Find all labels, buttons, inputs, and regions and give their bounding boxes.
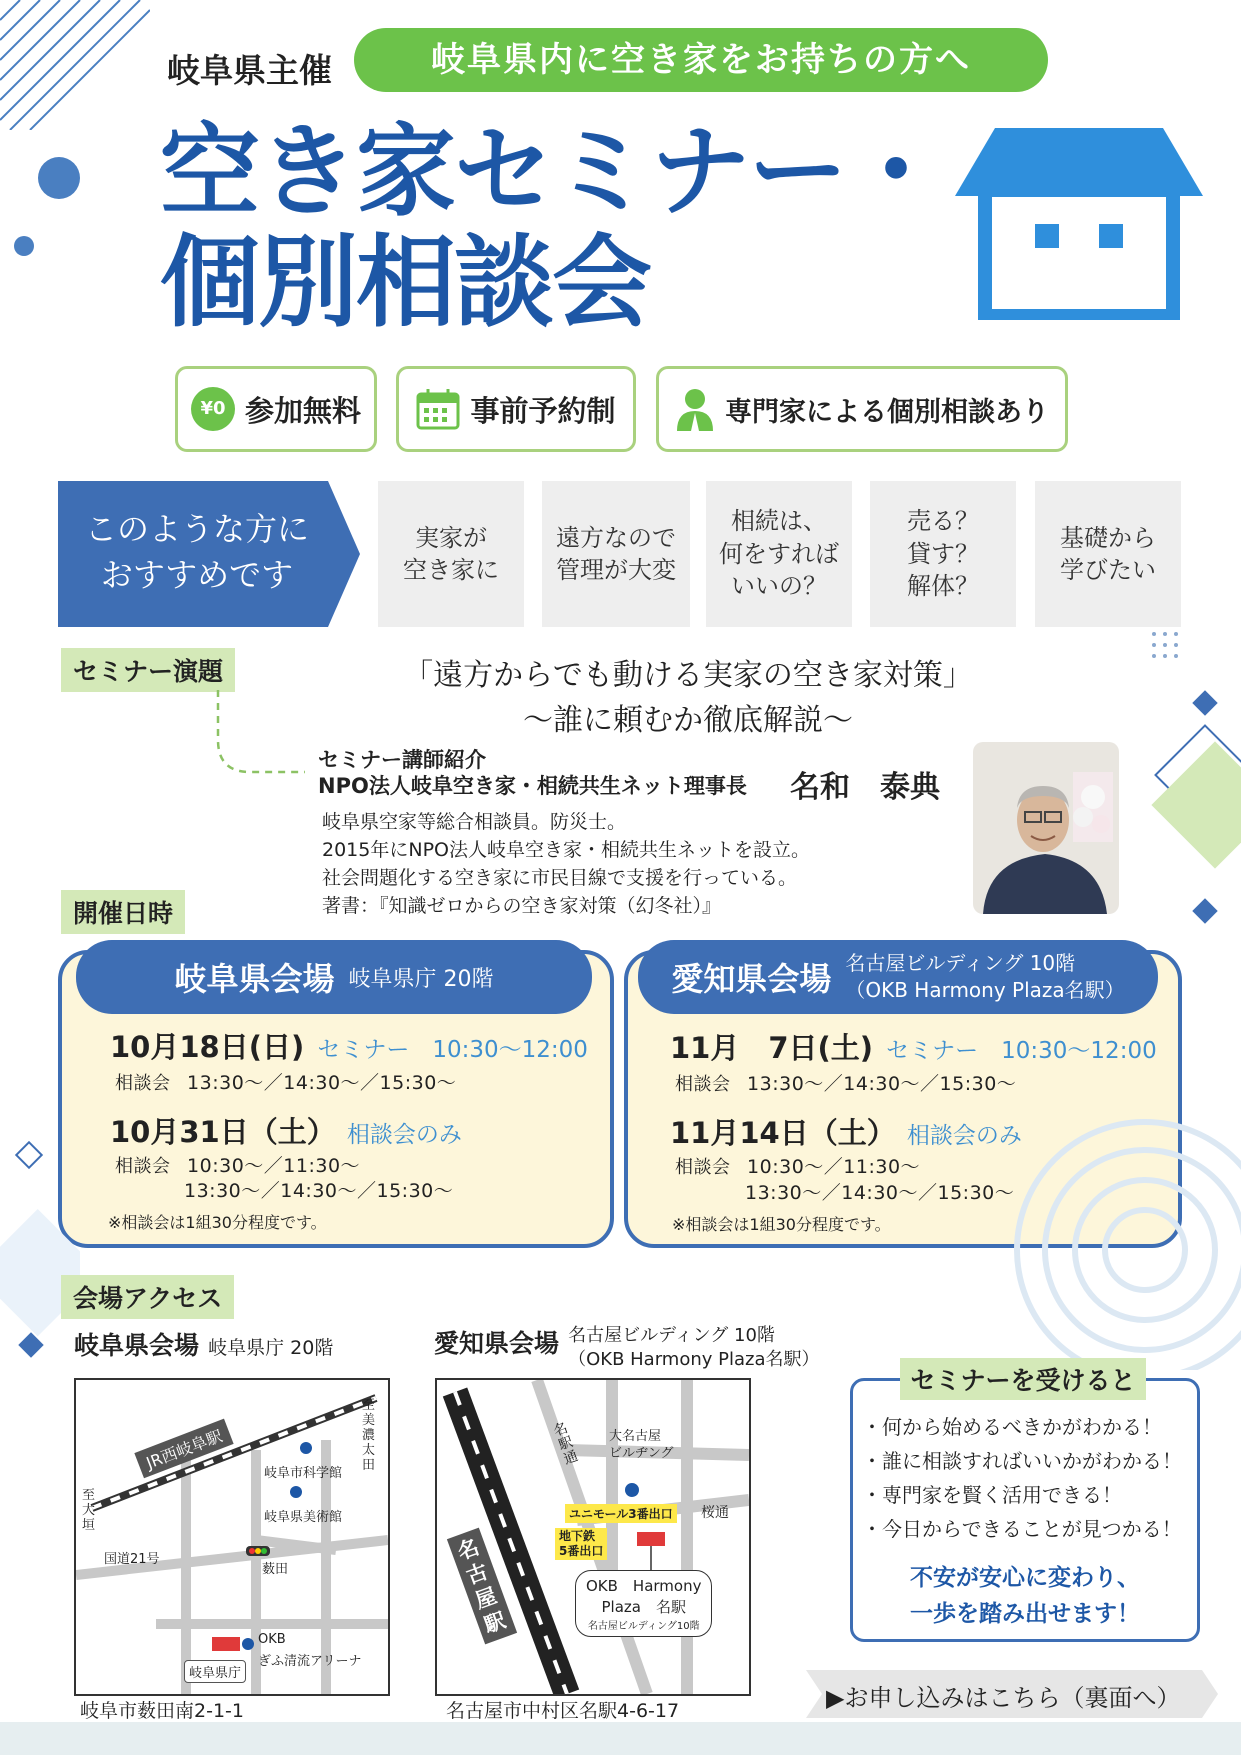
organizer-label: 岐阜県主催 [167,51,332,90]
aichi-map-okb1: OKB Harmony [586,1577,702,1595]
recommend-item: 遠方なので 管理が大変 [542,481,690,627]
aichi-venue-place1: 名古屋ビルディング 10階 [845,951,1076,975]
gifu-day2-tag: 相談会のみ [346,1122,462,1148]
aichi-map-subway: 地下鉄 5番出口 [555,1528,607,1560]
gifu-venue-name: 岐阜県会場 [174,960,335,998]
schedule-label: 開催日時 [61,890,185,934]
seminar-label: セミナー演題 [61,648,235,692]
recommend-item: 実家が 空き家に [378,481,524,627]
badge-consultation-label: 専門家による個別相談あり [725,396,1049,428]
page-title-line1: 空き家セミナー・ [160,113,944,230]
benefits-title: セミナーを受けると [900,1358,1146,1400]
aichi-venue-place [845,950,1124,1004]
bio-line: 著書：『知識ゼロからの空き家対策（幻冬社）』 [322,895,722,917]
gifu-access-place: 岐阜県庁 20階 [208,1337,334,1359]
badge-free [175,366,377,452]
aichi-day1-times-row [675,1069,1016,1096]
aichi-map-station: 名古屋駅 [447,1528,517,1645]
aichi-day1-times: 13:30～／14:30～／15:30～ [747,1073,1017,1095]
aichi-note: ※相談会は1組30分程度です。 [672,1215,891,1234]
aichi-map-sakura: 桜通 [701,1505,729,1521]
gifu-venue-place: 岐阜県庁 20階 [348,966,494,992]
decor-diamonds [1140,690,1241,930]
gifu-day2-times2: 13:30～／14:30～／15:30～ [184,1180,454,1202]
aichi-map-building: 大名古屋 ビルヂング [609,1429,674,1461]
apply-link[interactable]: ▶お申し込みはこちら（裏面へ） [826,1684,1181,1712]
benefits-closing [850,1560,1200,1632]
recommend-heading-line1: このような方に [84,510,309,548]
recommend-heading [72,506,322,598]
gifu-map-to-ogaki: 至大垣 [82,1488,96,1533]
gifu-schedule-header [76,940,592,1014]
person-icon [675,387,715,431]
aichi-day1-date: 11月 7日(土) [670,1031,874,1065]
gifu-day1 [110,1025,588,1066]
recommend-heading-line2: おすすめです [100,556,294,594]
decor-dot-large [38,157,80,199]
gifu-day1-tag: セミナー 10:30～12:00 [317,1037,588,1063]
gifu-note: ※相談会は1組30分程度です。 [108,1213,327,1232]
bio-line: 岐阜県空家等総合相談員。防災士。 [322,811,627,833]
gifu-day1-times-row [115,1068,456,1095]
lecturer-name: 名和 泰典 [790,770,940,805]
gifu-map-okb: OKB [258,1632,286,1647]
yen-icon: ¥0 [191,387,235,431]
aichi-day2-tag: 相談会のみ [906,1123,1022,1149]
gifu-address: 岐阜市薮田南2-1-1 [80,1700,244,1722]
lecturer-photo [973,742,1119,914]
page-title-line2: 個別相談会 [160,224,650,341]
aichi-day2-label: 相談会 [675,1157,731,1178]
decor-stripes [0,0,150,130]
decor-dot-small [14,236,34,256]
badge-reservation-label: 事前予約制 [470,393,616,428]
gifu-map-station: JR西岐阜駅 [134,1419,233,1479]
gifu-day1-date: 10月18日(日) [110,1030,305,1064]
benefits-closing2: 一歩を踏み出せます！ [910,1601,1140,1627]
aichi-address: 名古屋市中村区名駅4-6-17 [446,1700,680,1722]
gifu-day2 [110,1110,462,1151]
lecturer-org: NPO法人岐阜空き家・相続共生ネット理事長 [318,774,747,798]
aichi-map-meieki-dori: 名駅通 [551,1420,581,1469]
bottom-strip [0,1722,1241,1755]
aichi-day2-times1: 10:30～／11:30～ [747,1156,921,1178]
access-label: 会場アクセス [61,1275,234,1319]
gifu-map [74,1378,390,1696]
aichi-map-okb3: 名古屋ビルディング10階 [587,1621,700,1632]
decor-dot-grid [1150,630,1180,666]
recommend-item: 基礎から 学びたい [1035,481,1181,627]
gifu-map-roads [76,1380,388,1694]
aichi-access-place2: （OKB Harmony Plaza名駅） [568,1349,820,1370]
aichi-venue-name: 愛知県会場 [671,960,832,998]
gifu-map-office: 岐阜県庁 [184,1660,246,1683]
gifu-map-to-mino: 至美濃太田 [362,1398,376,1473]
aichi-day2-times-row [675,1152,920,1179]
badge-reservation [396,366,636,452]
badge-consultation [656,366,1068,452]
aichi-schedule-header [638,940,1158,1014]
gifu-map-route21: 国道21号 [104,1552,160,1567]
recommend-item: 相続は、 何をすれば いいの？ [706,481,852,627]
decor-circles [985,1110,1241,1370]
calendar-icon [416,388,460,430]
target-pill: 岐阜県内に空き家をお持ちの方へ [354,28,1048,92]
gifu-access-name: 岐阜県会場 [74,1331,200,1360]
aichi-map-okb2: Plaza 名駅 [601,1598,686,1616]
aichi-map-unimall: ユニモール3番出口 [565,1504,677,1523]
gifu-map-science: 岐阜市科学館 [264,1466,343,1481]
seminar-title: 「遠方からでも動ける実家の空き家対策」 [403,658,973,693]
aichi-map [435,1378,751,1696]
aichi-access-place1: 名古屋ビルディング 10階 [568,1325,775,1346]
aichi-day2-date: 11月14日（土） [670,1116,896,1150]
house-icon [955,128,1203,320]
bio-line: 2015年にNPO法人岐阜空き家・相続共生ネットを設立。 [322,839,810,861]
benefit-item: ・誰に相談すればいいかがわかる！ [862,1449,1182,1473]
aichi-day2-times2: 13:30～／14:30～／15:30～ [745,1182,1015,1204]
gifu-day2-date: 10月31日（土） [110,1115,336,1149]
gifu-map-yabuta: 薮田 [262,1562,289,1577]
recommend-item: 売る？ 貸す？ 解体？ [870,481,1016,627]
decor-left-diamonds [0,1140,80,1360]
benefits-closing1: 不安が安心に変わり、 [910,1565,1140,1591]
aichi-map-okb-box [575,1570,712,1637]
benefit-item: ・今日からできることが見つかる！ [862,1517,1182,1541]
benefit-item: ・何から始めるべきかがわかる！ [862,1415,1162,1439]
seminar-subtitle: ～誰に頼むか徹底解説～ [523,703,853,738]
aichi-access-name: 愛知県会場 [434,1329,560,1358]
lecturer-intro: セミナー講師紹介 [318,748,486,772]
benefits-list [862,1410,1182,1546]
benefit-item: ・専門家を賢く活用できる！ [862,1483,1122,1507]
gifu-day1-label: 相談会 [115,1073,171,1094]
seminar-connector [215,690,305,776]
aichi-day1-tag: セミナー 10:30～12:00 [886,1038,1157,1064]
badge-free-label: 参加無料 [244,393,361,428]
aichi-access-heading [434,1324,820,1372]
gifu-day1-times: 13:30～／14:30～／15:30～ [187,1072,457,1094]
gifu-day2-label: 相談会 [115,1156,171,1177]
aichi-venue-place2: （OKB Harmony Plaza名駅） [845,978,1125,1002]
gifu-map-art: 岐阜県美術館 [264,1510,343,1525]
aichi-day1-label: 相談会 [675,1074,731,1095]
gifu-access-heading [74,1326,333,1362]
gifu-day2-times1: 10:30～／11:30～ [187,1155,361,1177]
aichi-access-place [568,1324,819,1372]
gifu-day2-times-row [115,1151,360,1178]
gifu-map-arena: ぎふ清流アリーナ [258,1654,362,1669]
bio-line: 社会問題化する空き家に市民目線で支援を行っている。 [322,867,798,889]
aichi-day1 [670,1026,1157,1067]
lecturer-bio [322,808,810,920]
aichi-day2 [670,1111,1022,1152]
